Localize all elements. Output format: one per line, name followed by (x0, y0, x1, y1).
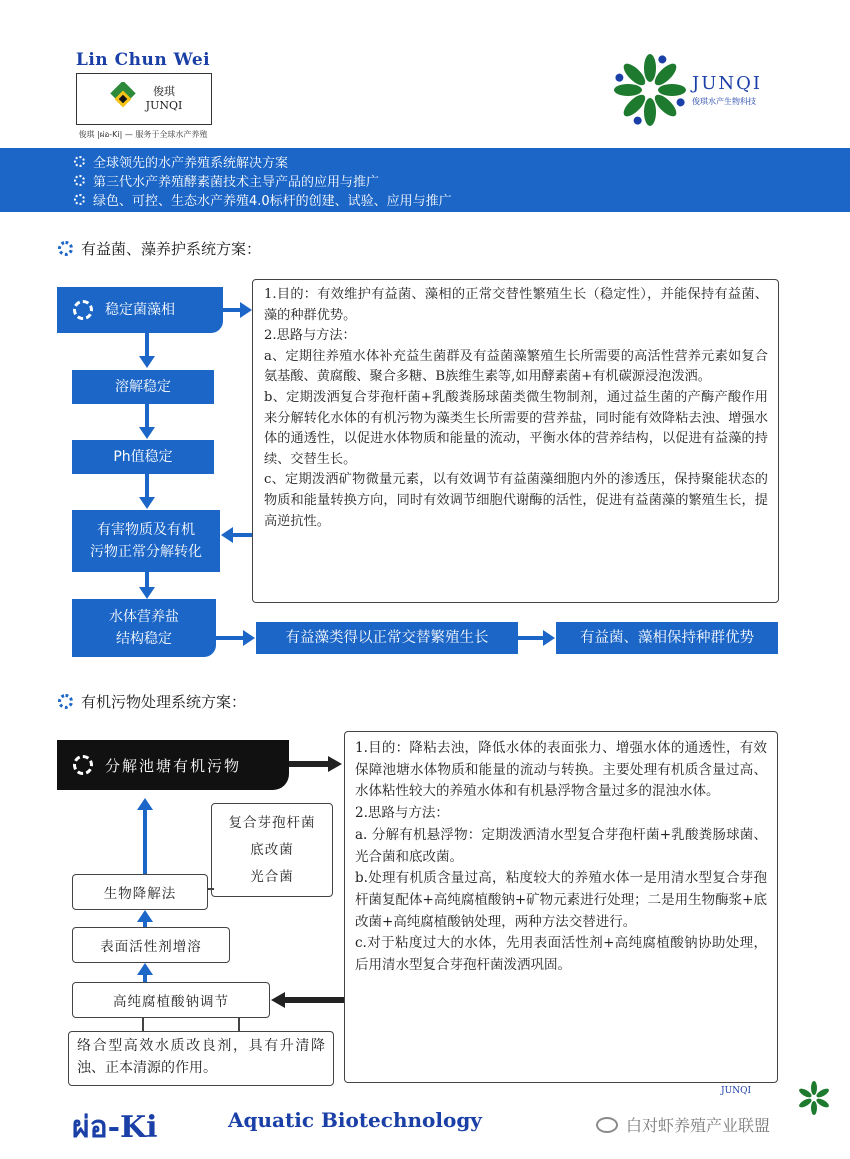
note-box: 络合型高效水质改良剂，具有升清降浊、正本清源的作用。 (68, 1031, 334, 1086)
arrow-line (145, 572, 149, 588)
section1-title: 有益菌、藻养护系统方案： (58, 238, 261, 259)
right-brand-cn: 俊琪水产生物科技 (692, 97, 756, 106)
footer-small-brand: JUNQI (721, 1086, 752, 1096)
section2-description: 1.目的：降粘去浊，降低水体的表面张力、增强水体的通透性，有效保障池塘水体物质和能量的流动与转换。主要处理有机质含量过高、水体粘性较大的养殖水体和有机悬浮物含量过多的混浊水体。 2.思路与方法： a. 分解有机悬浮物：定期泼洒清水型复合芽孢杆菌+乳酸粪肠球菌、光合菌和底改菌。 b.处理有机质含量过高，粘度较大的养殖水体一是用清水型复合芽孢杆菌复配体+高纯腐植酸钠+矿物元素进行处理；二是用生物酶浆+底改菌+高纯腐植酸钠处理，两种方法交替进行。 c.对于粘度过大的水体，先用表面活性剂+高纯腐植酸钠协助处理，后用清水型复合芽孢杆菌泼洒巩固。 (344, 731, 778, 1083)
footer-tagline: Aquatic Biotechnology (228, 1108, 482, 1132)
arrow-right-icon (240, 302, 252, 318)
arrow-line (145, 404, 149, 428)
left-brand (68, 50, 218, 141)
arrow-line (143, 921, 147, 927)
gear-icon (74, 175, 85, 186)
gear-icon (58, 241, 73, 256)
junqi-small-logo-icon (796, 1080, 832, 1116)
feature-band (0, 148, 850, 212)
flow-box-dissolve: 溶解稳定 (72, 370, 214, 404)
arrow-down-icon (139, 427, 155, 439)
connector-line (142, 1018, 144, 1032)
arrow-left-icon (271, 992, 285, 1008)
swirl-icon (73, 755, 93, 775)
arrow-down-icon (139, 497, 155, 509)
arrow-line (284, 997, 346, 1003)
step-bio-degradation: 生物降解法 (72, 874, 208, 910)
result-box-dominance: 有益菌、藻相保持种群优势 (556, 622, 778, 654)
watermark: 白对虾养殖产业联盟 (596, 1113, 770, 1136)
arrow-right-icon (543, 630, 555, 646)
step-surfactant: 表面活性剂增溶 (72, 927, 230, 963)
left-brand-cn: 俊琪 (152, 85, 175, 98)
arrow-line (289, 761, 329, 767)
arrow-line (223, 308, 241, 312)
connector-line (208, 888, 214, 890)
arrow-right-icon (328, 756, 342, 772)
step-humic-acid: 高纯腐植酸钠调节 (72, 982, 270, 1018)
junqi-logo-icon (612, 52, 688, 128)
gear-icon (74, 156, 85, 167)
result-box-algae: 有益藻类得以正常交替繁殖生长 (256, 622, 518, 654)
left-slogan: 俊琪 |ผ่อ-Ki| — 服务于全球水产养殖 (78, 130, 208, 139)
left-brand-box (76, 73, 212, 125)
left-brand-name: Lin Chun Wei (75, 50, 211, 70)
arrow-line (145, 474, 149, 498)
footer-logo: ผ่อ-Ki (72, 1110, 158, 1145)
flow-box-ph: Ph值稳定 (72, 440, 214, 474)
band-item: 全球领先的水产养殖系统解决方案 (74, 152, 850, 171)
section1-description: 1.目的：有效维护有益菌、藻相的正常交替性繁殖生长（稳定性），并能保持有益菌、藻的种群优势。 2.思路与方法： a、定期往养殖水体补充益生菌群及有益菌藻繁殖生长所需要的高活性营养元素如复合氨基酸、黄腐酸、聚合多糖、B族维生素等,如用酵素菌+有机碳源浸泡泼洒。 b、定期泼洒复合芽孢杆菌+乳酸粪肠球菌类微生物制剂，通过益生菌的产酶产酸作用来分解转化水体的有机污物为藻类生长所需要的营养盐，同时能有效降粘去浊、增强水体的通透性，以促进水体物质和能量的流动，平衡水体的营养结构，以促进有益藻的持续、交替生长。 c、定期泼洒矿物微量元素，以有效调节有益菌藻细胞内外的渗透压，保持聚能状态的物质和能量转换方向，同时有效调节细胞代谢酶的活性，促进有益菌藻的繁殖生长，提高逆抗性。 (252, 279, 779, 603)
arrow-right-icon (243, 630, 255, 646)
flow-box-stabilize: 稳定菌藻相 (57, 287, 223, 333)
arrow-line (518, 636, 544, 640)
arrow-line (145, 333, 149, 358)
arrow-line (232, 533, 252, 537)
left-logo-icon (106, 82, 140, 116)
band-item: 第三代水产养殖酵素菌技术主导产品的应用与推广 (74, 171, 850, 190)
flow-box-nutrient: 水体营养盐 结构稳定 (72, 599, 216, 657)
swirl-icon (73, 300, 93, 320)
right-brand (612, 50, 792, 130)
bacteria-list: 复合芽孢杆菌 底改菌 光合菌 (211, 803, 333, 897)
band-item: 绿色、可控、生态水产养殖4.0标杆的创建、试验、应用与推广 (74, 190, 850, 209)
section2-title: 有机污物处理系统方案： (58, 691, 246, 712)
main-box-decompose: 分解池塘有机污物 (57, 740, 289, 790)
connector-line (238, 1018, 240, 1032)
arrow-line (216, 636, 244, 640)
arrow-down-icon (139, 356, 155, 368)
flow-box-decompose: 有害物质及有机 污物正常分解转化 (72, 510, 220, 572)
gear-icon (58, 694, 73, 709)
arrow-line (143, 974, 147, 982)
arrow-down-icon (139, 587, 155, 599)
arrow-line (143, 809, 147, 874)
gear-icon (74, 194, 85, 205)
left-brand-en: JUNQI (145, 99, 183, 112)
wechat-icon (596, 1117, 618, 1133)
right-brand-en: JUNQI (692, 73, 763, 94)
